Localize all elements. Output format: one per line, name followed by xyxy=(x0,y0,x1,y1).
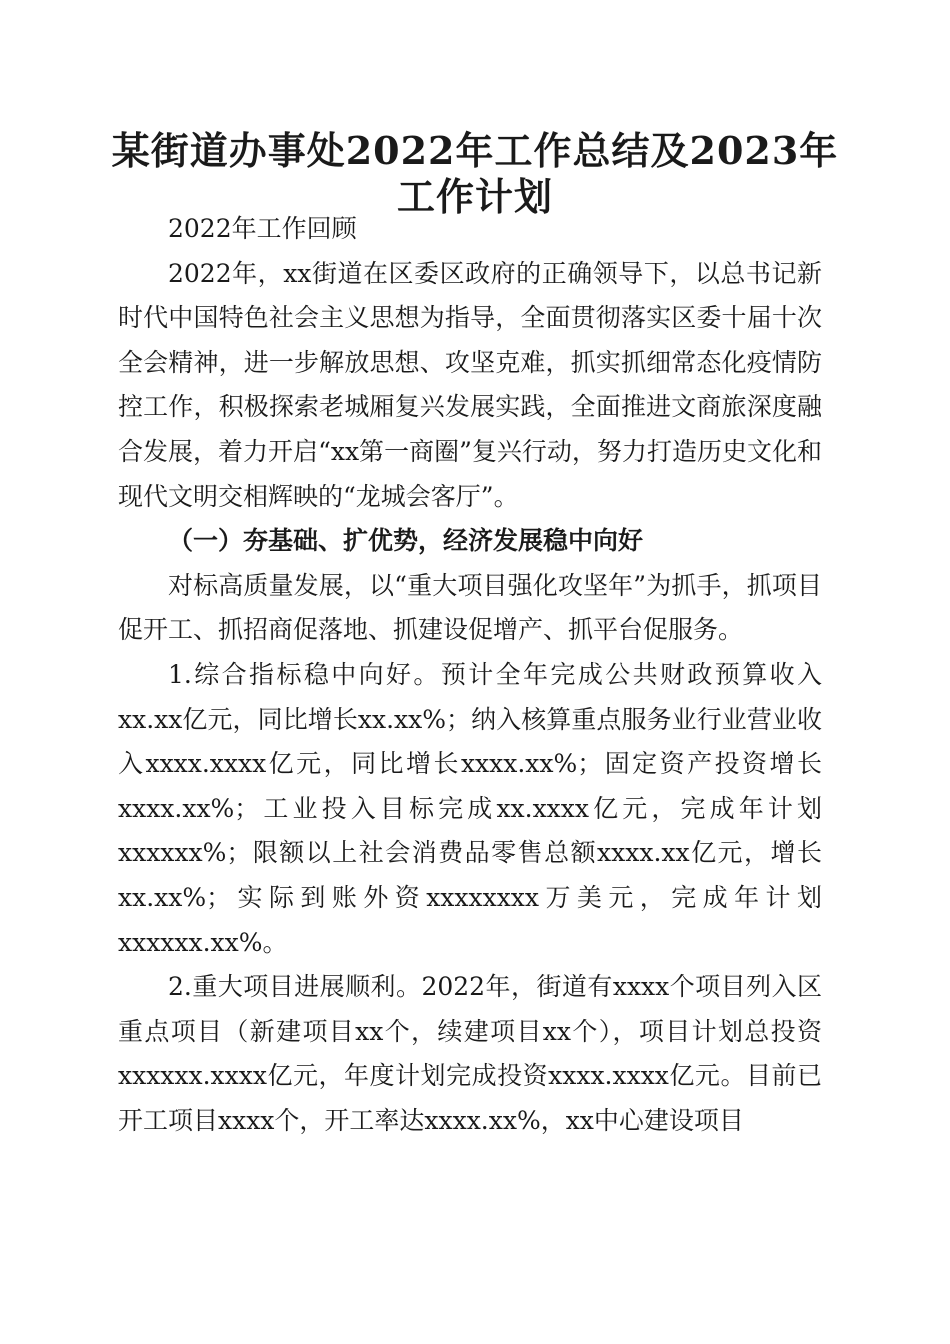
intro-paragraph: 2022年，xx街道在区委区政府的正确领导下，以总书记新时代中国特色社会主义思想为指导，全面贯彻落实区委十届十次全会精神，进一步解放思想、攻坚克难，抓实抓细常态化疫情防控工作，积极探索老城厢复兴发展实践，全面推进文商旅深度融合发展，着力开启“xx第一商圈”复兴行动，努力打造历史文化和现代文明交相辉映的“龙城会客厅”。 xyxy=(118,258,822,511)
document-body xyxy=(118,207,822,1143)
body-paragraph: 1.综合指标稳中向好。预计全年完成公共财政预算收入xx.xx亿元，同比增长xx.xx%；纳入核算重点服务业行业营业收入xxxx.xxxx亿元，同比增长xxxx.xx%；固定资产投资增长xxxx.xx%；工业投入目标完成xx.xxxx亿元，完成年计划xxxxxx%；限额以上社会消费品零售总额xxxx.xx亿元，增长xx.xx%；实际到账外资xxxxxxxx万美元，完成年计划xxxxxx.xx%。 xyxy=(118,659,822,957)
document-title: 某街道办事处2022年工作总结及2023年工作计划 xyxy=(111,128,839,219)
section-label: 2022年工作回顾 xyxy=(168,214,357,243)
body-paragraph: 对标高质量发展，以“重大项目强化攻坚年”为抓手，抓项目促开工、抓招商促落地、抓建设促增产、抓平台促服务。 xyxy=(118,570,822,645)
section-heading: （一）夯基础、扩优势，经济发展稳中向好 xyxy=(168,526,644,556)
body-paragraph: 2.重大项目进展顺利。2022年，街道有xxxx个项目列入区重点项目（新建项目xx个，续建项目xx个），项目计划总投资xxxxxx.xxxx亿元，年度计划完成投资xxxx.xxxx亿元。目前已开工项目xxxx个，开工率达xxxx.xx%，xx中心建设项目 xyxy=(118,972,822,1135)
